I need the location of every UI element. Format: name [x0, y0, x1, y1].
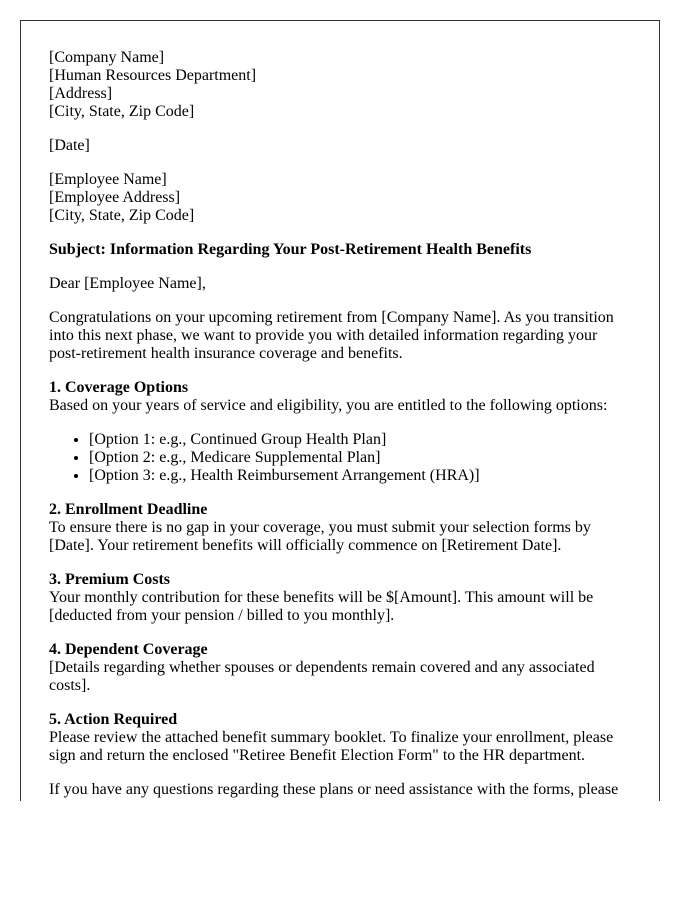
- sender-block: [49, 49, 631, 121]
- list-item: • [Option 2: e.g., Medicare Supplemental Plan]: [89, 449, 631, 467]
- recipient-city-state-zip: [City, State, Zip Code]: [49, 207, 195, 224]
- section-body: To ensure there is no gap in your coverage, you must submit your selection forms by [Date]. Your retirement benefits will officially commence on [Retirement Date].: [49, 519, 591, 554]
- section-premium-costs: [49, 571, 631, 625]
- sender-address: [Address]: [49, 85, 113, 102]
- section-title: 1. Coverage Options: [49, 379, 189, 396]
- sender-city-state-zip: [City, State, Zip Code]: [49, 103, 195, 120]
- recipient-name: [Employee Name]: [49, 171, 167, 188]
- section-dependent-coverage: [49, 641, 631, 695]
- section-title: 4. Dependent Coverage: [49, 641, 208, 658]
- section-body: Your monthly contribution for these benefits will be $[Amount]. This amount will be [deducted from your pension / billed to you monthly].: [49, 589, 594, 624]
- date-block: [49, 137, 631, 155]
- coverage-options-list: [49, 431, 631, 485]
- section-coverage-options: [49, 379, 631, 485]
- section-title: 5. Action Required: [49, 711, 178, 728]
- list-item: • [Option 1: e.g., Continued Group Health Plan]: [89, 431, 631, 449]
- recipient-address: [Employee Address]: [49, 189, 181, 206]
- letter-page: [20, 20, 660, 801]
- sender-department: [Human Resources Department]: [49, 67, 257, 84]
- recipient-block: [49, 171, 631, 225]
- section-title: 3. Premium Costs: [49, 571, 171, 588]
- salutation: Dear [Employee Name],: [49, 275, 206, 292]
- subject-line: Subject: Information Regarding Your Post-Retirement Health Benefits: [49, 241, 532, 258]
- section-enrollment-deadline: [49, 501, 631, 555]
- intro-paragraph: Congratulations on your upcoming retirement from [Company Name]. As you transition into this next phase, we want to provide you with detailed information regarding your post-retirement health insurance coverage and benefits.: [49, 309, 614, 362]
- list-item: • [Option 3: e.g., Health Reimbursement Arrangement (HRA)]: [89, 467, 631, 485]
- sender-company: [Company Name]: [49, 49, 165, 66]
- section-title: 2. Enrollment Deadline: [49, 501, 208, 518]
- section-body: Based on your years of service and eligibility, you are entitled to the following options:: [49, 397, 608, 414]
- closing-paragraph: If you have any questions regarding these plans or need assistance with the forms, please: [49, 781, 619, 798]
- section-body: [Details regarding whether spouses or dependents remain covered and any associated costs].: [49, 659, 595, 694]
- section-action-required: [49, 711, 631, 765]
- letter-date: [Date]: [49, 137, 90, 154]
- section-body: Please review the attached benefit summary booklet. To finalize your enrollment, please sign and return the enclosed "Retiree Benefit Election Form" to the HR department.: [49, 729, 614, 764]
